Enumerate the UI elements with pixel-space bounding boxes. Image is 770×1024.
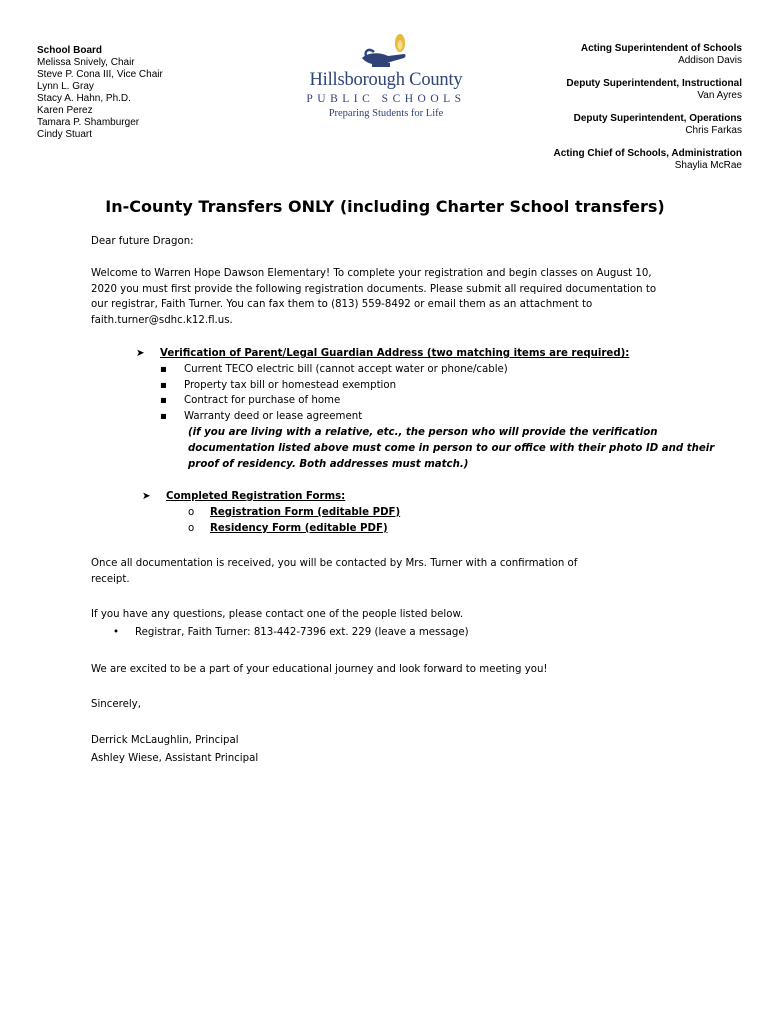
confirmation-line: receipt. [91,573,130,585]
board-member: Melissa Snively, Chair [37,57,135,68]
letter-body-intro [91,234,656,329]
arrow-bullet-icon: ➤ [136,348,145,359]
school-board-list [37,45,163,141]
admin-name: Chris Farkas [685,125,742,136]
circle-bullet-icon: o [188,522,195,534]
admin-entry [553,43,742,67]
greeting: Dear future Dragon: [91,236,194,247]
confirmation-line: Once all documentation is received, you will be contacted by Mrs. Turner with a confirmation of [91,558,578,569]
board-member: Tamara P. Shamburger [37,117,140,128]
admin-name: Van Ayres [697,90,742,101]
round-bullet-icon: • [113,626,120,638]
signatory-principal: Derrick McLaughlin, Principal [91,735,239,746]
letter-title: In-County Transfers ONLY (including Charter School transfers) [105,197,665,216]
district-logo [300,32,472,122]
verification-note: documentation listed above must come in person to our office with their photo ID and their [188,442,715,454]
verification-item: Property tax bill or homestead exemption [184,379,397,391]
admin-name: Shaylia McRae [674,160,742,171]
admin-entry [553,148,742,172]
verification-item: Contract for purchase of home [184,395,341,407]
intro-line: 2020 you must first provide the following registration documents. Please submit all required documentation to [91,283,657,295]
school-board-heading: School Board [37,45,103,56]
sincerely: Sincerely, [91,699,141,710]
forms-heading: Completed Registration Forms: [166,491,346,502]
circle-bullet-icon: o [188,506,195,518]
admin-entry [553,78,742,102]
forms-section [142,489,400,536]
confirmation-paragraph [91,556,577,588]
verification-item: Current TECO electric bill (cannot accept water or phone/cable) [184,363,508,375]
board-member: Stacy A. Hahn, Ph.D. [37,93,131,104]
admin-name: Addison Davis [678,55,742,66]
questions-line: If you have any questions, please contact one of the people listed below. [91,609,464,620]
square-bullet-icon: ▪ [160,395,167,407]
board-member: Lynn L. Gray [37,81,94,92]
verification-section [136,346,714,472]
lamp-of-learning-icon [358,32,414,70]
board-member: Cindy Stuart [37,129,93,140]
closing-paragraph [91,662,548,678]
admin-title: Acting Chief of Schools, Administration [553,148,742,159]
intro-line: Welcome to Warren Hope Dawson Elementary! To complete your registration and begin classes on August 10, [91,267,652,279]
closing-line: We are excited to be a part of your educational journey and look forward to meeting you! [91,664,548,675]
verification-note: proof of residency. Both addresses must match.) [188,458,469,470]
admin-title: Deputy Superintendent, Operations [573,113,742,124]
signatory-assistant-principal: Ashley Wiese, Assistant Principal [91,752,259,764]
intro-email: faith.turner@sdhc.k12.fl.us. [91,315,233,327]
intro-line: our registrar, Faith Turner. You can fax them to (813) 559-8492 or email them as an attachment to [91,299,593,311]
questions-paragraph [91,607,469,641]
residency-form-link[interactable]: Residency Form (editable PDF) [210,522,388,534]
admin-entry [553,113,742,137]
board-member: Steve P. Cona III, Vice Chair [37,69,163,80]
square-bullet-icon: ▪ [160,379,167,391]
verification-note: (if you are living with a relative, etc., the person who will provide the verification [188,426,658,438]
logo-tagline: Preparing Students for Life [328,108,444,119]
sign-off [91,697,141,713]
signatories [91,733,258,767]
admin-title: Acting Superintendent of Schools [580,43,742,54]
board-member: Karen Perez [37,105,93,116]
registrar-contact: Registrar, Faith Turner: 813-442-7396 ext. 229 (leave a message) [135,626,469,638]
square-bullet-icon: ▪ [160,363,167,375]
verification-heading: Verification of Parent/Legal Guardian Address (two matching items are required): [160,348,630,359]
arrow-bullet-icon: ➤ [142,491,151,502]
administration-list [553,43,742,183]
admin-title: Deputy Superintendent, Instructional [566,78,742,89]
registration-form-link[interactable]: Registration Form (editable PDF) [210,506,401,518]
verification-item: Warranty deed or lease agreement [184,411,363,423]
logo-subtitle: PUBLIC SCHOOLS [306,93,466,105]
logo-name: Hillsborough County [309,70,463,90]
square-bullet-icon: ▪ [160,411,167,423]
